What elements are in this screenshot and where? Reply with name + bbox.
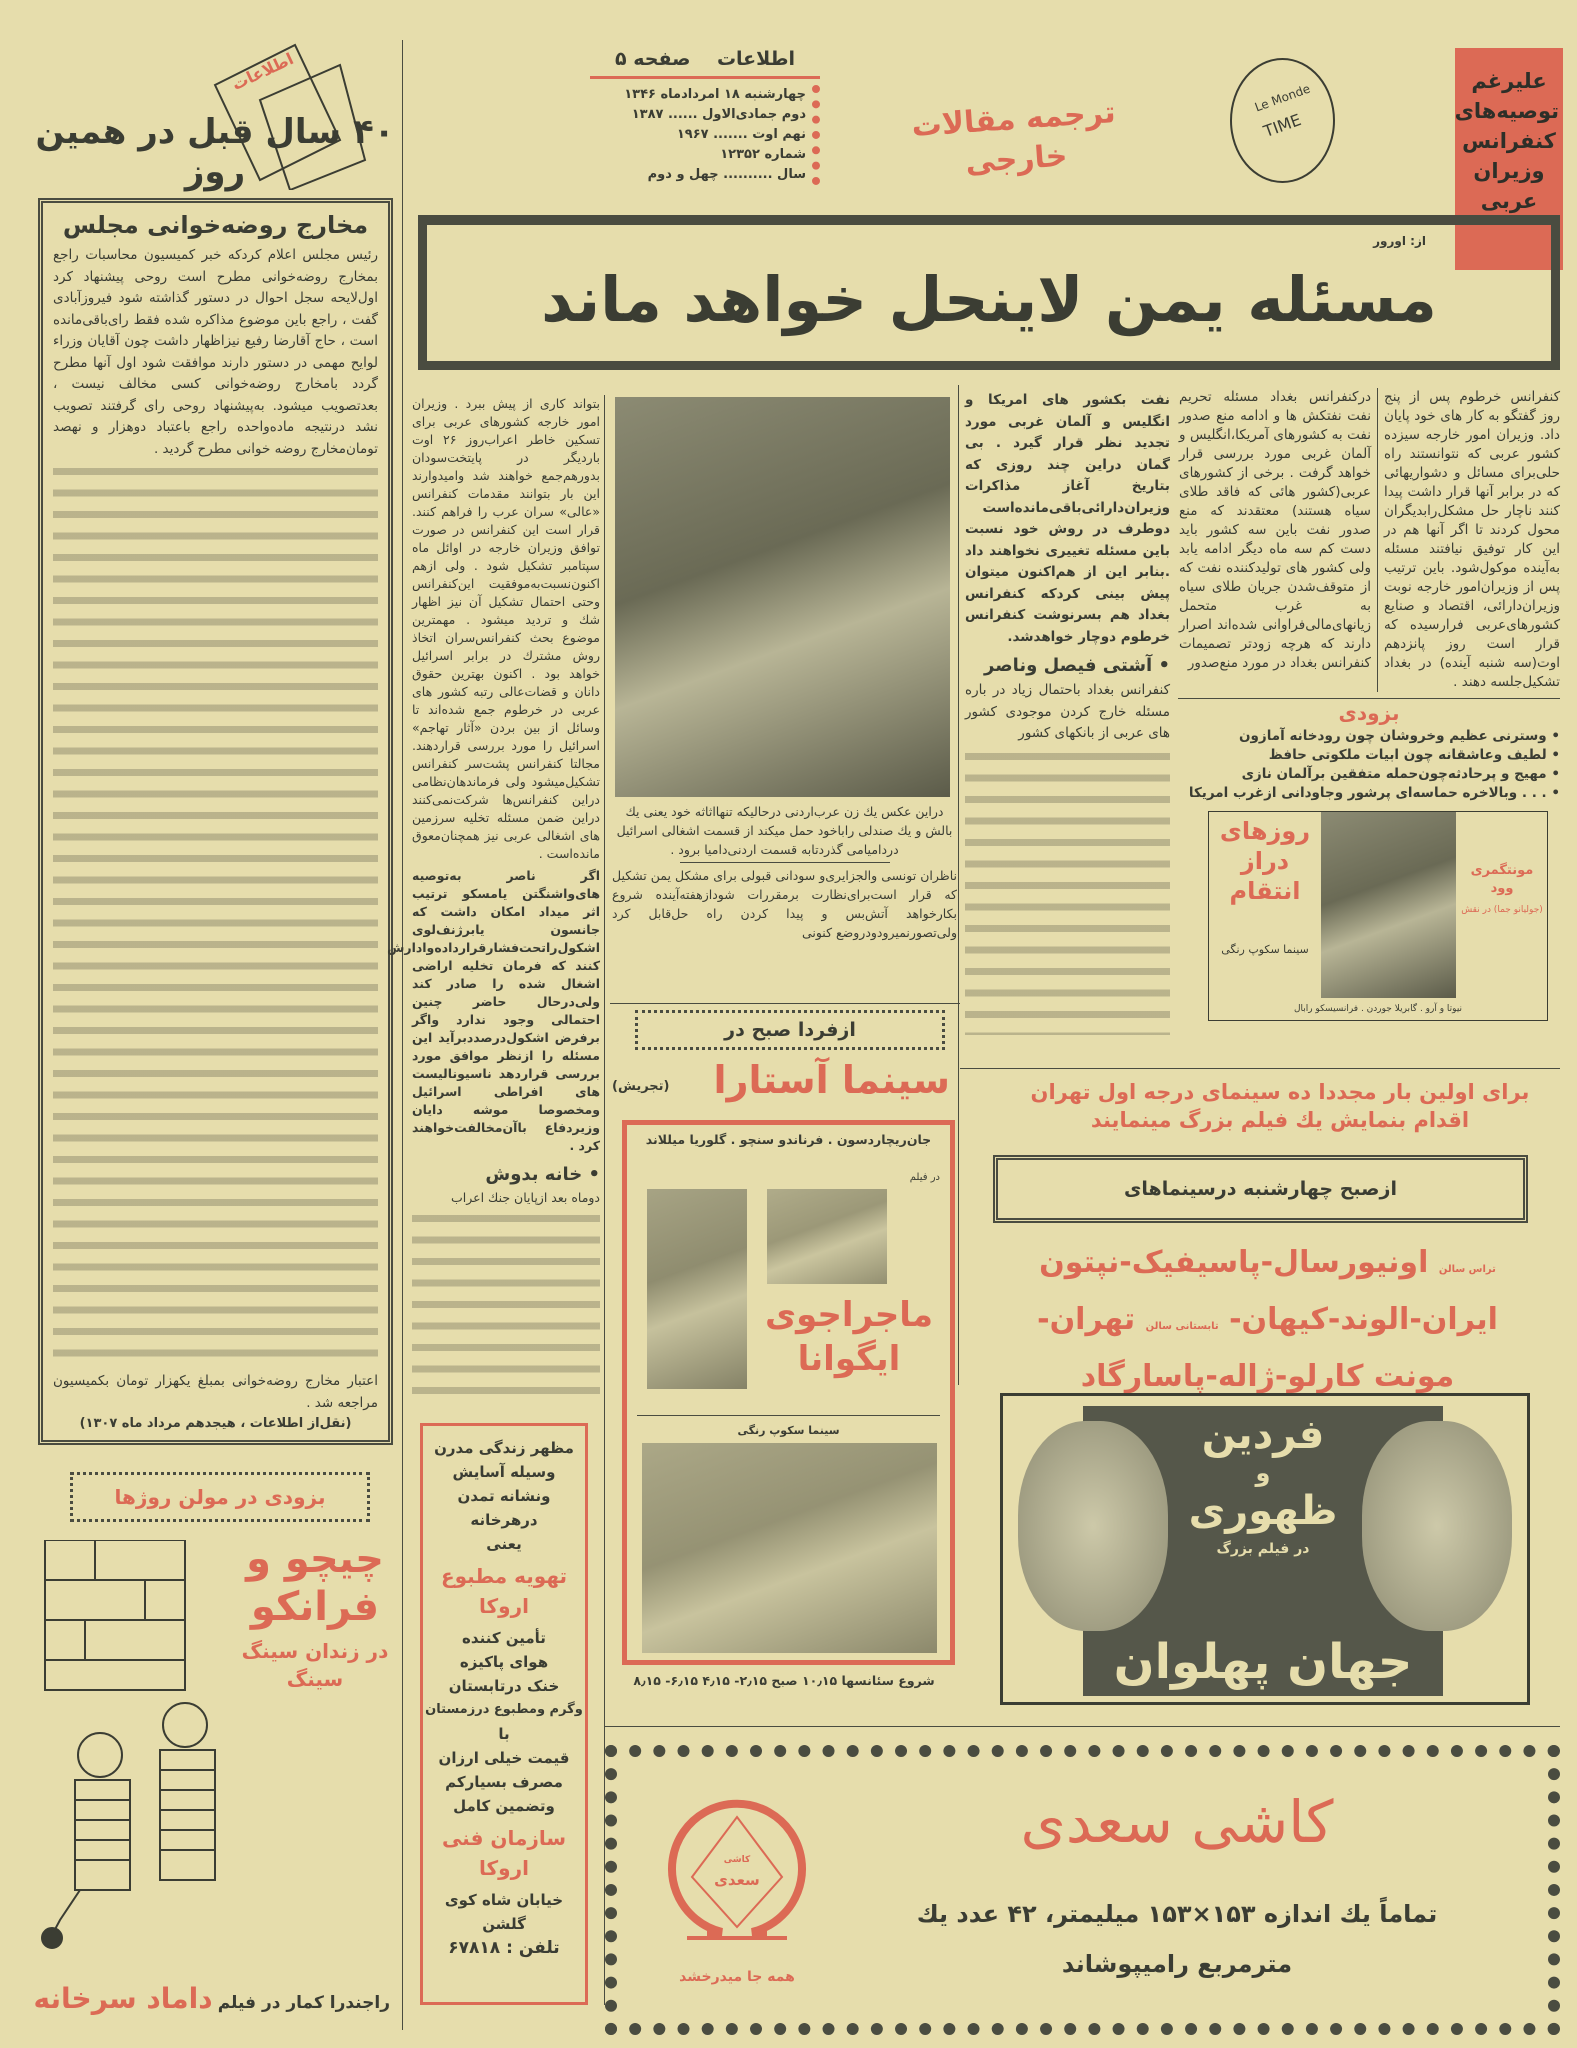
ad-line: خنک درتابستان [448, 1677, 560, 1695]
tile-ad-title: کاشی سعدی [1020, 1788, 1334, 1856]
divider [610, 1003, 960, 1004]
cinema-astara: سینما آستارا [713, 1058, 950, 1102]
prison-cartoon [40, 1540, 230, 1960]
headline: مسئله یمن لاینحل خواهد ماند [541, 263, 1437, 336]
soon-item: • . . . وبالاخره حماسه‌ای پرشور وجاودانی ازغرب امریکا [1188, 785, 1560, 801]
company-name: سازمان فنی اروکا [441, 1826, 567, 1880]
subhead-homeless: • خانه بدوش [485, 1164, 600, 1185]
ad-line: یعنی [486, 1535, 522, 1553]
damad-sarkhane-ad [34, 1982, 390, 2015]
ad-line: قیمت خیلی ارزان [438, 1749, 570, 1767]
history-article [38, 198, 393, 1445]
product-name: تهویه مطبوع اروکا [440, 1564, 568, 1618]
article-col-4: بتواند کاری از پیش ببرد . وزیران امور خارجه کشورهای عربی برای تسکین خاطر اعراب‌روز ۲۶ اوت باردیگر در پایتخت‌سودان بدورهم‌جمع خواهند شد وامیدوارند این بار بتوانند مقدمات کنفرانس «عالی» سران عرب را فراهم کنند. قرار است این کنفرانس در صورت توافق وزیران خارجه در اوائل ماه سپتامبر تشکیل شود . ولی ازهم اکنون‌نسبت‌به‌موفقیت این‌کنفرانس وحتی احتمال تشکیل آن نیز اظهار شك و تردید میشود . مهمترین موضوع بحث کنفرانس‌سران اتخاذ روش مشترك در برابر اسرائیل خواهد بود . اکنون بهترین حقوق دانان و قضات‌عالی رتبه کشور های عربی در خرطوم جمع شده‌اند تا وسائل از بین بردن «آثار تهاجم» اسرائیل را مورد بررسی قراردهند. مجالتا کنفرانس پشت‌سر کنفرانس تشکیل‌میشود ولی فرماندهان‌نظامی دراین کنفرانس‌ها شرکت‌نمی‌کنند دراین ضمن مسئله تخلیه سرزمین های اشغالی عربی نیز همچنان‌معوق مانده‌است . [412, 396, 600, 861]
sing-sing-subtitle: در زندان سینگ سینگ [241, 1639, 389, 1691]
film-title: ماجراجوی ایگوانا [764, 1295, 934, 1379]
cinema-promo-box [993, 1155, 1528, 1223]
showtimes: شروع سئانسها ۱۰٫۱۵ صبح ۲٫۱۵- ۴٫۱۵ ۶٫۱۵- ۸٫۱۵ [633, 1673, 935, 1688]
cinema-location: (تجریش) [612, 1079, 670, 1094]
logo-big: سعدی [714, 1871, 760, 1889]
portrait-right [1362, 1421, 1512, 1631]
article-col-4-text [412, 1207, 600, 1400]
stamp-lemonde: Le Monde [1252, 81, 1313, 115]
logo-text: ۴۰ سال قبل در همین روز [35, 112, 395, 192]
date-hijri: دوم جمادی‌الاول ...... ۱۳۸۷ [631, 107, 806, 122]
tile-ad-line-2: مترمربع رامیپوشاند [1061, 1950, 1293, 1978]
hall-note: تابستانی سالن [1145, 1321, 1219, 1332]
article-col-4b: اگر ناصر به‌توصیه های‌واشنگتن یامسکو ترتیب اثر میداد امکان داشت که جانسون یابرژنف‌لوی اشکول‌راتحت‌فشارقرارداده‌وادارش کنند که فرمان تخلیه اراضی اشغال شده را صادر کند ولی‌درحال حاضر چنین احتمالی وجود ندارد واگر برفرض اشکول‌درصددبرآید این مسئله را ازنظر موافق مورد بررسی قراردهد ناسیونالیست های افراطی اسرائیل ومخصوصا موشه دایان وزیردفاع باآن‌مخالفت‌خواهند کرد . [387, 868, 600, 1153]
article-paragraph: رئیس مجلس اعلام کردکه خبر کمیسیون محاسبات راجع بمخارج روضه‌خوانی مطرح است روحی پیشنهاد کرد اول‌لایحه سجل احوال در دستور گذاشته شود فیروزآبادی گفت ، راجع باین موضوع مذاکره شده فقط رای‌باقی‌مانده است ، حاج آقارضا رفیع نیزاظهار داشت چون آقایان وزراء لوایح مهمی در دستور دارند موافقت شود اول آنها مطرح گردد بامخارج روضه‌خوانی کسی مخالف نیست ، بعدتصویب میشود. به‌پیشنهاد روحی رای گرفتند تصویب نشد درنتیجه ماده‌واحده راجع باعتباد دوهزار و نهصد تومان‌مخارج روضه خوانی مطرح گردید . [53, 247, 378, 457]
soon-list [1178, 727, 1560, 803]
photo-caption-stack [612, 802, 957, 1000]
from-tomorrow-banner [635, 1010, 945, 1050]
article-col-4-stack [387, 395, 600, 1400]
cinemas-line-1: اونیورسال-پاسیفیک-نپتون [1039, 1245, 1429, 1280]
moulin-film-text [235, 1535, 395, 1693]
date-lines [590, 85, 820, 185]
iguana-film-ad [622, 1120, 955, 1665]
page-info [590, 48, 820, 185]
article-columns-1-2 [1178, 388, 1560, 692]
slogan: همه جا میدرخشد [679, 1969, 795, 1985]
actor-line: راجندرا کمار در فیلم [217, 1993, 390, 2013]
film-costar: (جولیانو جما) در نقش [1461, 905, 1543, 915]
ad-line: تأمین کننده [462, 1629, 546, 1647]
divider [605, 1726, 1560, 1727]
article-col-2: درکنفرانس بغداد مسئله تحریم نفت نفتکش ها و ادامه منع صدور نفت به کشورهای آمریکا،انگلیس و آلمان غربی مورد بررسی قرار خواهد گرفت . برخی از کشورهای عربی(کشور هائی که فاقد طلای سیاه هستند) معتقدند که منع صدور نفت باین سه کشور باید دست کم سه ماه دیگر ادامه یابد ولی کشور های تولیدکننده نفت که از متوقف‌شدن جریان طلای سیاه به غرب متحمل زیانهای‌مالی‌فراوانی شده‌اند اصرار دارند که هرچه زودتر تصمیمات کنفرانس بغداد در مورد منع‌صدور [1179, 389, 1371, 671]
soon-item: • لطیف وعاشقانه چون ابیات ملکوتی حافظ [1268, 747, 1560, 763]
tile-ad-line-1: تماماً یك اندازه ۱۵۳×۱۵۳ میلیمتر، ۴۲ عدد یك [916, 1900, 1438, 1928]
column-divider [1377, 388, 1378, 692]
photo-caption: دراین عکس یك زن عرب‌اردنی درحالیکه تنها‌اثاثه خود یعنی یك بالش و یك صندلی راباخود حمل میکند از قسمت اشغالی اسرائیل دردامیامی گذردتابه قسمت اردنی‌دامیا برود . [616, 804, 953, 857]
film-format: سینما سکوپ رنگی [737, 1424, 840, 1437]
divider [960, 1068, 1560, 1069]
portrait-left [1018, 1421, 1168, 1631]
ad-line: مظهر زندگی مدرن [434, 1439, 574, 1457]
column-divider [958, 385, 959, 1385]
ad-line: هوای پاکیزه [459, 1653, 549, 1671]
chicho-franco-title: چیچو و فرانکو [246, 1536, 384, 1630]
actor-zohouri: ظهوری [1188, 1488, 1338, 1534]
soon-item: • مهیج و پرحادثه‌چون‌حمله متفقین برآلمان نازی [1241, 766, 1560, 782]
stamp-time: TIME [1261, 110, 1304, 142]
article-body-text [53, 460, 378, 1371]
banner-text: بزودی در مولن روژها [114, 1485, 326, 1509]
saadi-omega-logo [667, 1792, 807, 1962]
subhead-faisal-nasser: • آشتی فیصل وناصر [984, 655, 1170, 676]
forty-years-ago-logo [30, 40, 400, 195]
headline-box [418, 215, 1560, 370]
right-article-area [1178, 388, 1560, 1063]
volume-year: سال .......... چهل و دوم [647, 167, 806, 182]
vengeance-film-ad [1208, 811, 1548, 1021]
byline: از: اورور [1373, 234, 1426, 248]
ad-line: درهرخانه [470, 1511, 538, 1529]
actor-fardin: فردین [1201, 1412, 1325, 1458]
address: خیابان شاه کوی گلشن [444, 1891, 564, 1933]
divider [637, 1415, 940, 1416]
film-still-actor [647, 1189, 747, 1389]
film-still-riders [767, 1189, 887, 1284]
article-source: (نقل‌از اطلاعات ، هیجدهم مرداد ماه ۱۳۰۷) [79, 1416, 352, 1431]
cinemas-line-2a: ایران-الوند-کیهان- [1229, 1302, 1498, 1337]
film-cast: جان‌ریچاردسون . فرناندو سنچو . گلوریا میللاند [645, 1132, 932, 1147]
orka-air-conditioning-ad [420, 1423, 588, 2005]
film-credits: نیوتا و آرو . گابریلا جوردن . فرانسیسکو رابال [1293, 1004, 1463, 1014]
in-film: در فیلم بزرگ [1216, 1541, 1310, 1557]
soon-item: • وسترنی عظیم وخروشان چون رودخانه آمازون [1239, 728, 1560, 744]
ad-line: وگرم ومطبوع درزمستان [425, 1702, 583, 1717]
cinema-list [975, 1238, 1560, 1402]
article-col-3b: کنفرانس بغداد باحتمال زیاد در باره مسئله خارج کردن موجودی کشور های عربی از بانکهای کشور [965, 682, 1170, 741]
soon-title: بزودی [1338, 701, 1400, 725]
film-poster-image [1321, 812, 1456, 998]
jahan-pahlavan-ad [1000, 1393, 1530, 1705]
ad-line: با [498, 1725, 510, 1743]
article-col-3: نفت بکشور های امریکا و انگلیس و آلمان غربی مورد تجدید نظر قرار گیرد . بی گمان دراین چند روزی که بتاریخ آغاز مذاکرات وزیران‌دارائی‌باقی‌مانده‌است دوطرف در روش خود نسبت باین مسئله تغییری نخواهند داد .بنابر این از هم‌اکنون میتوان پیش بینی کردکه کنفرانس بغداد هم بسرنوشت کنفرانس خرطوم دوچار خواهدشد. [965, 392, 1170, 645]
news-photo-jordanian-woman [615, 397, 950, 797]
logo-tag: اطلاعات [228, 49, 297, 95]
page-number: صفحه ۵ [615, 48, 691, 70]
date-persian: چهارشنبه ۱۸ امردادماه ۱۳۴۶ [624, 87, 806, 102]
date-gregorian: نهم اوت ....... ۱۹۶۷ [676, 127, 806, 142]
logo-small: کاشی [723, 1855, 751, 1865]
article-closing: اعتبار مخارج روضه‌خوانی بمبلغ یکهزار تومان بکمیسیون مراجعه شد . [53, 1373, 378, 1411]
article-under-photo: ناظران تونسی والجزایری‌و سودانی قبولی برای مشکل یمن تشکیل که قرار است‌برای‌نظارت برمقررات شوداز‌هفته‌آینده شروع بکارخواهد آتش‌بس و پیدا کردن راه حل‌قابل کرد ولی‌تصورنمیرودودروضع کنونی [612, 868, 957, 940]
section-title: ترجمه مقالات خارجی [910, 94, 1117, 181]
film-format: سینما سکوپ رنگی [1221, 943, 1309, 956]
paper-name: اطلاعات [716, 48, 795, 70]
cinemas-line-3: مونت کارلو-ژاله-پاسارگاد [1080, 1359, 1455, 1394]
film-title: جهان پهلوان [1113, 1634, 1413, 1690]
caption-rule [680, 862, 890, 863]
moulin-rouge-banner [70, 1472, 370, 1522]
film-star: مونتگمری وود [1470, 863, 1534, 896]
box-title: ازصبح چهارشنبه درسینماهای [1124, 1178, 1397, 1200]
article-col-4c: دوماه بعد ازپایان جنك اعراب [451, 1190, 600, 1205]
article-col-1: کنفرانس خرطوم پس از پنج روز گفتگو به کار های خود پایان داد. وزیران امور خارجه سیزده کشور عربی که نتوانستند راه حلی‌برای مسائل و دشواریهائی که در برابر آنها قرار داشت پیدا کنند ناچار حل مشکل‌رابدیگران محول کردند تا اگر آنها هم در این کار توفیق نیافتند مسئله به‌آینده موکول‌شود. باین ترتیب پس از وزیران‌امور خارجه نوبت وزیران‌دارائی، اقتصاد و صنایع کشورهای‌عربی فرارسیده که قرار است روز پانزدهم اوت(سه شنبه آینده) در بغداد تشکیل‌جلسه دهند . [1384, 389, 1560, 690]
red-summary-box: علیرغم توصیه‌های کنفرانس وزیران عربی [1455, 48, 1563, 270]
kashi-saadi-ad [605, 1745, 1560, 2035]
le-monde-time-stamp [1230, 58, 1335, 183]
phone: تلفن : ۶۷۸۱۸ [448, 1938, 560, 1958]
hall-note: تراس سالن [1438, 1264, 1496, 1275]
in-film: در فیلم [909, 1172, 940, 1183]
from-tomorrow: ازفردا صبح در [724, 1019, 856, 1041]
and: و [1255, 1459, 1271, 1487]
cinema-promo-headline: برای اولین بار مجددا ده سینمای درجه اول تهران اقدام بنمایش یك فیلم بزرگ مینمایند [1030, 1080, 1530, 1132]
column-divider [402, 40, 403, 2030]
issue-number: شماره ۱۲۳۵۲ [720, 147, 806, 162]
film-still-fight [642, 1443, 937, 1653]
film-title: روزهای دراز انتقام [1219, 817, 1311, 905]
article-title: مخارج روضه‌خوانی مجلس [62, 211, 369, 239]
ad-line: وسیله آسایش [452, 1463, 556, 1481]
article-col-3-stack [965, 390, 1170, 1035]
actor-names [1173, 1410, 1353, 1562]
article-col-3-text [965, 745, 1170, 1036]
film-title: داماد سرخانه [33, 1982, 213, 2015]
ad-line: ونشانه تمدن [457, 1487, 551, 1505]
cinemas-line-2b: تهران- [1037, 1302, 1136, 1337]
ad-line: مصرف بسیارکم [445, 1773, 563, 1791]
ad-line: وتضمین کامل [453, 1797, 555, 1815]
